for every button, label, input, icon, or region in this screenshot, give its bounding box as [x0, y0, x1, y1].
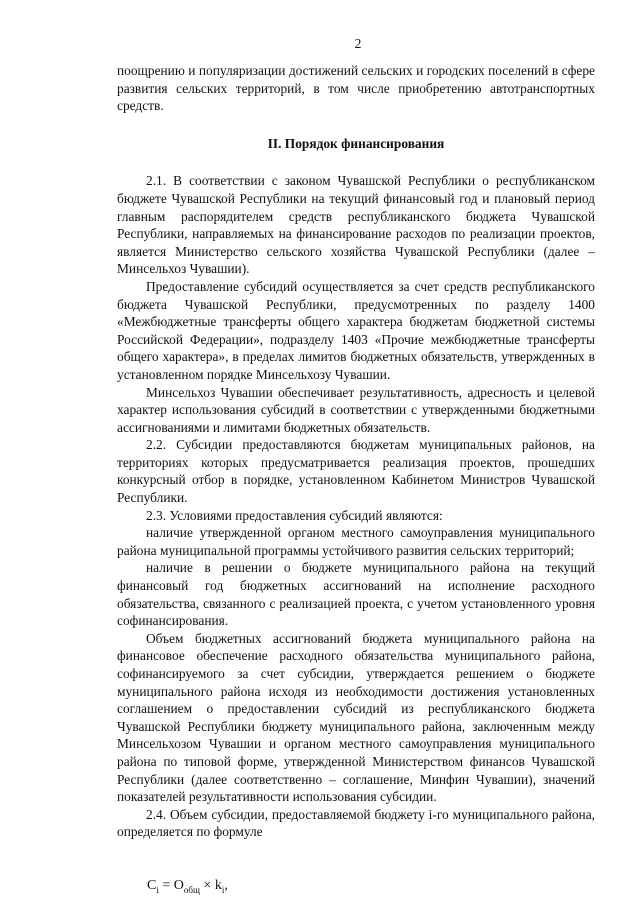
formula-term1-subscript: общ: [183, 884, 200, 895]
formula-term2: k: [214, 877, 222, 893]
condition-budget-allocation: наличие в решении о бюджете муниципального района на текущий финансовый год бюджетных ассигнований на исполнение расходного обязательства, связанного с реализацией проекта, с учетом установленного уровня софинансирования.: [117, 560, 595, 629]
paragraph-2-4: 2.4. Объем субсидии, предоставляемой бюджету i-го муниципального района, определяется по формуле: [117, 806, 595, 840]
formula-equals: =: [158, 877, 174, 893]
paragraph-2-1: 2.1. В соответствии с законом Чувашской Республики о республиканском бюджете Чувашской Республики на текущий финансовый год и плановый период главным распорядителем средств республиканского бюджета Чувашской Республики, направляемых на финансирование расходов по реализации проектов, является Министерство сельского хозяйства Чувашской Республики (далее – Минсельхоз Чувашии).: [117, 173, 595, 277]
paragraph-2-3: 2.3. Условиями предоставления субсидий являются:: [146, 507, 443, 523]
formula-times: ×: [199, 877, 215, 893]
paragraph-2-2: 2.2. Субсидии предоставляются бюджетам муниципальных районов, на территориях которых предусматривается реализация проектов, прошедших конкурсный отбор в порядке, установленном Кабинетом Министров Чувашской Республики.: [117, 437, 595, 506]
formula-lhs-subscript: i: [156, 884, 159, 895]
document-page: [117, 36, 595, 899]
paragraph-subsidy-source: Предоставление субсидий осуществляется за счет средств республиканского бюджета Чувашской Республики, предусмотренных по разделу 1400 «Межбюджетные трансферты общего характера бюджетам бюджетной системы Российской Федерации», подразделу 1403 «Прочие межбюджетные трансферты общего характера», в пределах лимитов бюджетных обязательств, утвержденных в установленном порядке Минсельхозу Чувашии.: [117, 278, 595, 382]
page-number: 2: [354, 36, 362, 51]
formula-lhs: C: [147, 877, 157, 893]
paragraph-budget-volume: Объем бюджетных ассигнований бюджета муниципального района на финансовое обеспечение расходного обязательства муниципального района, софинансируемого за счет субсидии, утверждается решением о бюджете муниципального района исходя из необходимости достижения установленных соглашением о предоставлении субсидий из республиканского бюджета Чувашской Республики бюджету муниципального района, заключенным между Минсельхозом Чувашии и органом местного самоуправления муниципального района по типовой форме, утвержденной Министерством финансов Чувашской Республики (далее соответственно – соглашение, Минфин Чувашии), значений показателей результативности использования субсидии.: [117, 630, 595, 805]
section-heading: II. Порядок финансирования: [267, 135, 445, 151]
document-body: [117, 62, 595, 899]
formula-term2-subscript: i: [221, 884, 225, 895]
formula-tail: ,: [224, 877, 228, 893]
paragraph-ministry-responsibility: Минсельхоз Чувашии обеспечивает результативность, адресность и целевой характер использования субсидий в соответствии с утвержденными бюджетными ассигнованиями и лимитами бюджетных обязательств.: [117, 384, 595, 435]
intro-paragraph: поощрению и популяризации достижений сельских и городских поселений в сфере развития сельских территорий, в том числе приобретению автотранспортных средств.: [117, 63, 595, 114]
formula-term1: O: [173, 877, 184, 893]
condition-municipal-program: наличие утвержденной органом местного самоуправления муниципального района муниципальной программы устойчивого развития сельских территорий;: [117, 525, 595, 558]
subsidy-formula: [117, 877, 595, 899]
